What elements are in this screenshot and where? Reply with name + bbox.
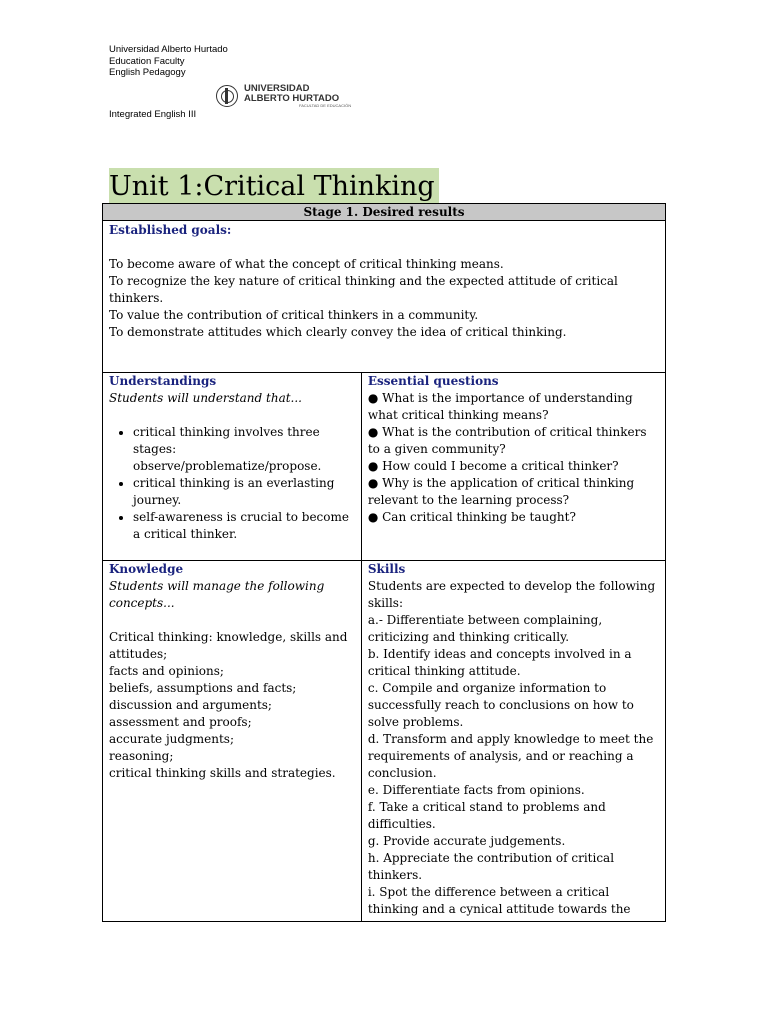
list-item: assessment and proofs; <box>109 715 252 729</box>
skills-heading: Skills <box>367 562 406 576</box>
essential-questions-cell <box>361 373 665 561</box>
course-name: Integrated English III <box>109 109 197 120</box>
goal-item: To demonstrate attitudes which clearly convey the idea of critical thinking. <box>109 325 567 339</box>
list-item: b. Identify ideas and concepts involved in a critical thinking attitude. <box>367 647 632 678</box>
list-item: a.- Differentiate between complaining, criticizing and thinking critically. <box>367 613 603 644</box>
essential-questions-heading: Essential questions <box>367 374 499 388</box>
knowledge-heading: Knowledge <box>109 562 184 576</box>
page-title: Unit 1:Critical Thinking <box>109 168 439 203</box>
list-item: ● What is the contribution of critical thinkers to a given community? <box>367 425 647 456</box>
institution-header <box>109 44 228 79</box>
header-line: English Pedagogy <box>109 67 186 78</box>
list-item: critical thinking skills and strategies. <box>109 766 336 780</box>
list-item: ● Why is the application of critical thinking relevant to the learning process? <box>367 476 635 507</box>
goals-heading: Established goals: <box>109 223 232 237</box>
list-item: d. Transform and apply knowledge to meet the requirements of analysis, and or reaching a conclusion. <box>367 732 654 780</box>
list-item: • self-awareness is crucial to become a critical thinker. <box>133 509 355 543</box>
list-item: ● Can critical thinking be taught? <box>367 510 576 524</box>
understandings-intro: Students will understand that... <box>109 391 302 405</box>
list-item: h. Appreciate the contribution of critical thinkers. <box>367 851 615 882</box>
list-item: accurate judgments; <box>109 732 234 746</box>
skills-cell <box>361 561 665 922</box>
list-item: reasoning; <box>109 749 174 763</box>
list-item: • critical thinking involves three stages: observe/problematize/propose. <box>133 424 355 475</box>
list-item: e. Differentiate facts from opinions. <box>367 783 585 797</box>
list-item: beliefs, assumptions and facts; <box>109 681 297 695</box>
understandings-cell <box>103 373 362 561</box>
header-line: Education Faculty <box>109 55 185 67</box>
list-item: facts and opinions; <box>109 664 224 678</box>
header-line: Universidad Alberto Hurtado <box>109 44 228 55</box>
university-logo <box>216 84 351 108</box>
unit-plan-table <box>102 203 666 922</box>
goal-item: To become aware of what the concept of critical thinking means. <box>109 257 504 271</box>
list-item: c. Compile and organize information to successfully reach to conclusions on how to solve problems. <box>367 681 634 729</box>
list-item: g. Provide accurate judgements. <box>367 834 566 848</box>
list-item: i. Spot the difference between a critical thinking and a cynical attitude towards the <box>367 885 631 916</box>
understandings-list <box>109 424 355 543</box>
crest-icon <box>216 85 238 107</box>
knowledge-intro: Students will manage the following concepts... <box>109 579 325 610</box>
list-item: ● What is the importance of understanding what critical thinking means? <box>367 391 633 422</box>
list-item: f. Take a critical stand to problems and difficulties. <box>367 800 606 831</box>
list-item: ● How could I become a critical thinker? <box>367 459 619 473</box>
goal-item: To recognize the key nature of critical thinking and the expected attitude of critical thinkers. <box>109 274 618 305</box>
understandings-heading: Understandings <box>109 374 217 388</box>
skills-intro: Students are expected to develop the following skills: <box>367 579 656 610</box>
stage-header: Stage 1. Desired results <box>103 204 666 221</box>
logo-wordmark: UNIVERSIDAD ALBERTO HURTADO FACULTAD DE EDUCACIÓN <box>244 83 352 108</box>
list-item: • critical thinking is an everlasting journey. <box>133 475 355 509</box>
list-item: Critical thinking: knowledge, skills and attitudes; <box>109 630 348 661</box>
goals-cell <box>103 221 666 373</box>
knowledge-cell <box>103 561 362 922</box>
goal-item: To value the contribution of critical thinkers in a community. <box>109 308 479 322</box>
list-item: discussion and arguments; <box>109 698 272 712</box>
